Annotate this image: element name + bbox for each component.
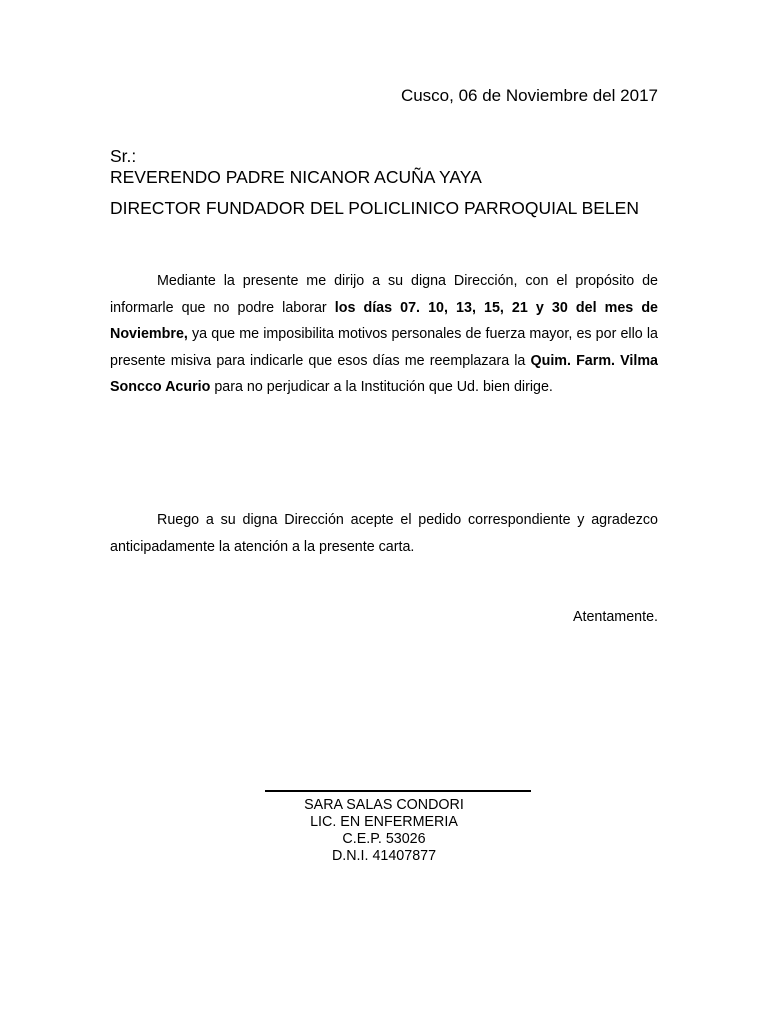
body-paragraph-2: Ruego a su digna Dirección acepte el pedido correspondiente y agradezco anticipadamente la atención a la presente carta. (110, 512, 658, 555)
paragraph-1-text-b: ya que me imposibilita motivos personales de fuerza mayor, es por ello la presente misiva para indicarle que esos días me reemplazara la (110, 326, 658, 369)
signer-profession: LIC. EN ENFERMERIA (310, 814, 458, 830)
recipient-name: REVERENDO PADRE NICANOR ACUÑA YAYA (110, 167, 482, 187)
paragraph-1-text-c: para no perjudicar a la Institución que Ud. bien dirige. (210, 379, 553, 395)
paragraph-1-text-a: Mediante la presente me dirijo a su digna Dirección, con el propósito de informarle que no podre laborar (110, 273, 658, 316)
salutation: Sr.: (110, 146, 137, 166)
signer-cep: C.E.P. 53026 (342, 831, 426, 847)
letter-date: Cusco, 06 de Noviembre del 2017 (400, 86, 658, 105)
signature-line (265, 790, 531, 792)
paragraph-1-dates: los días 07. 10, 13, 15, 21 y 30 del mes de Noviembre, (110, 299, 659, 342)
signature-block (228, 797, 540, 865)
signer-name: SARA SALAS CONDORI (304, 797, 464, 813)
closing: Atentamente. (572, 609, 658, 625)
body-paragraph-1 (110, 268, 658, 401)
recipient-block (110, 146, 660, 219)
paragraph-1-replacement-name: Quim. Farm. Vilma Soncco Acurio (110, 352, 658, 395)
recipient-title: DIRECTOR FUNDADOR DEL POLICLINICO PARROQUIAL BELEN (110, 198, 639, 218)
signer-dni: D.N.I. 41407877 (331, 848, 437, 864)
